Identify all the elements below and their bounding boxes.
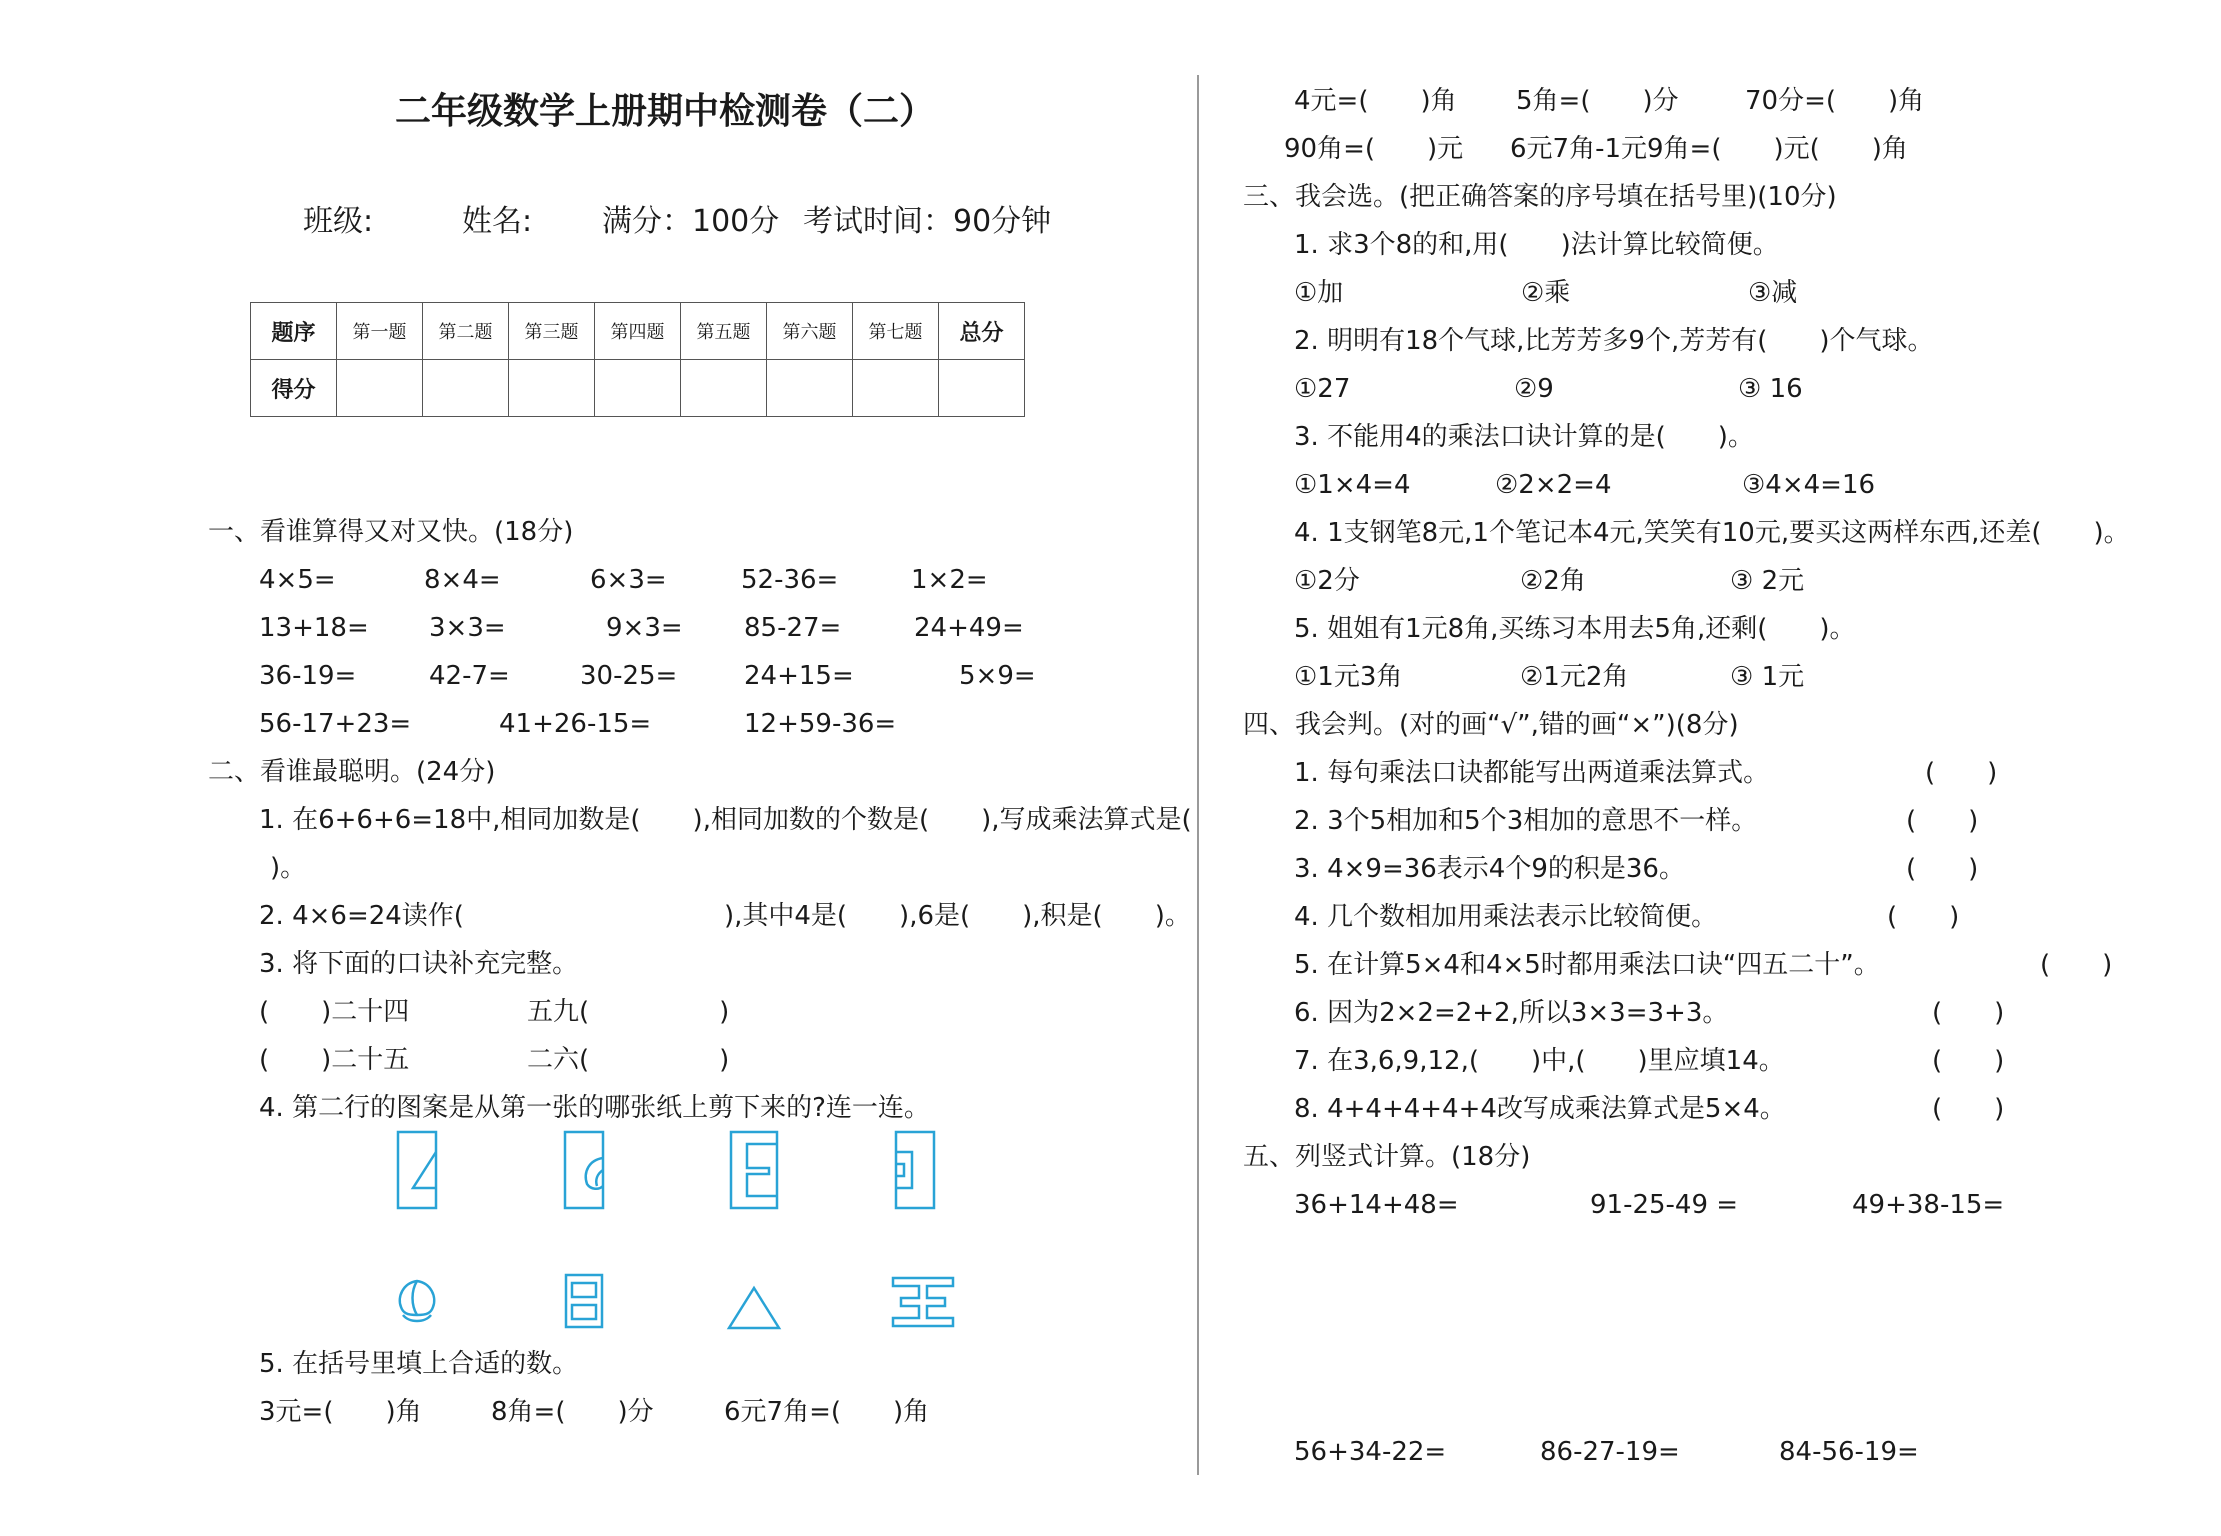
score-cell: 第七题 — [853, 303, 939, 360]
score-input-cell[interactable] — [509, 360, 595, 417]
rhyme-blank: ( )二十五 — [259, 1045, 410, 1075]
calc-item: 42-7= — [429, 661, 510, 691]
calc-item: 6×3= — [590, 565, 667, 595]
question-text: 1. 求3个8的和,用( )法计算比较简便。 — [1294, 230, 1779, 260]
option-item[interactable]: ③4×4=16 — [1742, 470, 1876, 500]
rhyme-blank: 二六( ) — [527, 1045, 730, 1075]
column-divider — [1197, 75, 1199, 1475]
question-text: 3. 将下面的口诀补充完整。 — [259, 949, 579, 979]
option-item[interactable]: ③减 — [1748, 278, 1798, 308]
option-item[interactable]: ②乘 — [1521, 278, 1571, 308]
question-text: 5. 在括号里填上合适的数。 — [259, 1349, 579, 1379]
judge-item: 5. 在计算5×4和4×5时都用乘法口诀“四五二十”。 — [1294, 950, 1880, 980]
judge-paren[interactable]: ( ) — [2040, 950, 2113, 980]
score-table — [250, 302, 1025, 417]
score-cell: 第六题 — [767, 303, 853, 360]
judge-item: 2. 3个5相加和5个3相加的意思不一样。 — [1294, 806, 1758, 836]
score-cell: 第五题 — [681, 303, 767, 360]
calc-item: 41+26-15= — [499, 709, 652, 739]
score-cell: 得分 — [251, 360, 337, 417]
fill-item: 5角=( )分 — [1516, 86, 1679, 116]
score-input-cell[interactable] — [423, 360, 509, 417]
score-table-header-row — [251, 303, 1025, 360]
section1-heading: 一、看谁算得又对又快。(18分) — [208, 517, 574, 547]
rhyme-blank: 五九( ) — [527, 997, 730, 1027]
strip-triangle-cut-icon[interactable] — [396, 1130, 438, 1210]
vertical-calc-item: 86-27-19= — [1540, 1437, 1680, 1467]
score-input-cell[interactable] — [853, 360, 939, 417]
strip-bracket-cut-icon[interactable] — [894, 1130, 936, 1210]
judge-paren[interactable]: ( ) — [1932, 998, 2005, 1028]
rect-shape-icon[interactable] — [564, 1273, 604, 1329]
question-text: 5. 姐姐有1元8角,买练习本用去5角,还剩( )。 — [1294, 614, 1856, 644]
section4-heading: 四、我会判。(对的画“√”,错的画“×”)(8分) — [1243, 710, 1739, 740]
judge-paren[interactable]: ( ) — [1925, 758, 1998, 788]
option-item[interactable]: ①1元3角 — [1294, 662, 1403, 692]
calc-item: 3×3= — [429, 613, 506, 643]
fill-item: 6元7角=( )角 — [724, 1397, 930, 1427]
vertical-calc-item: 56+34-22= — [1294, 1437, 1447, 1467]
calc-item: 1×2= — [911, 565, 988, 595]
judge-paren[interactable]: ( ) — [1932, 1046, 2005, 1076]
page-title: 二年级数学上册期中检测卷（二） — [395, 91, 936, 132]
score-input-cell[interactable] — [767, 360, 853, 417]
option-item[interactable]: ①1×4=4 — [1294, 470, 1411, 500]
rhyme-blank: ( )二十四 — [259, 997, 410, 1027]
calc-item: 8×4= — [424, 565, 501, 595]
question-text: 3. 不能用4的乘法口诀计算的是( )。 — [1294, 422, 1754, 452]
score-cell: 第三题 — [509, 303, 595, 360]
class-label: 班级: — [303, 204, 374, 239]
calc-item: 30-25= — [580, 661, 678, 691]
question-text: 2. 明明有18个气球,比芳芳多9个,芳芳有( )个气球。 — [1294, 326, 1934, 356]
score-input-cell[interactable] — [595, 360, 681, 417]
judge-paren[interactable]: ( ) — [1906, 806, 1979, 836]
judge-item: 3. 4×9=36表示4个9的积是36。 — [1294, 854, 1685, 884]
judge-paren[interactable]: ( ) — [1906, 854, 1979, 884]
name-label: 姓名: — [462, 204, 533, 239]
score-table-score-row — [251, 360, 1025, 417]
score-cell: 第二题 — [423, 303, 509, 360]
question-text: 4. 1支钢笔8元,1个笔记本4元,笑笑有10元,要买这两样东西,还差( )。 — [1294, 518, 2130, 548]
fill-item: 4元=( )角 — [1294, 86, 1457, 116]
score-cell: 第四题 — [595, 303, 681, 360]
calc-item: 24+15= — [744, 661, 854, 691]
judge-item: 4. 几个数相加用乘法表示比较简便。 — [1294, 902, 1718, 932]
calc-item: 24+49= — [914, 613, 1024, 643]
judge-paren[interactable]: ( ) — [1932, 1094, 2005, 1124]
judge-paren[interactable]: ( ) — [1887, 902, 1960, 932]
calc-item: 5×9= — [959, 661, 1036, 691]
option-item[interactable]: ②9 — [1514, 374, 1554, 404]
vertical-calc-item: 84-56-19= — [1779, 1437, 1919, 1467]
option-item[interactable]: ③ 2元 — [1730, 566, 1805, 596]
option-item[interactable]: ①2分 — [1294, 566, 1360, 596]
score-cell: 第一题 — [337, 303, 423, 360]
question-text: 2. 4×6=24读作( ),其中4是( ),6是( ),积是( )。 — [259, 901, 1191, 931]
score-input-cell[interactable] — [681, 360, 767, 417]
calc-item: 52-36= — [741, 565, 839, 595]
option-item[interactable]: ①加 — [1294, 278, 1344, 308]
wang-shape-icon[interactable] — [891, 1274, 955, 1330]
triangle-shape-icon[interactable] — [726, 1285, 782, 1331]
vertical-calc-item: 91-25-49 = — [1590, 1190, 1739, 1220]
vertical-calc-item: 36+14+48= — [1294, 1190, 1459, 1220]
section3-heading: 三、我会选。(把正确答案的序号填在括号里)(10分) — [1243, 182, 1837, 212]
score-input-cell[interactable] — [939, 360, 1025, 417]
section2-heading: 二、看谁最聪明。(24分) — [208, 757, 496, 787]
option-item[interactable]: ②2×2=4 — [1495, 470, 1612, 500]
question-text: 4. 第二行的图案是从第一张的哪张纸上剪下来的?连一连。 — [259, 1093, 930, 1123]
fill-item: 90角=( )元 — [1284, 134, 1464, 164]
section5-heading: 五、列竖式计算。(18分) — [1243, 1142, 1531, 1172]
question-text: )。 — [270, 853, 307, 883]
calc-item: 85-27= — [744, 613, 842, 643]
judge-item: 1. 每句乘法口诀都能写出两道乘法算式。 — [1294, 758, 1770, 788]
vertical-calc-item: 49+38-15= — [1852, 1190, 2005, 1220]
question-text: 1. 在6+6+6=18中,相同加数是( ),相同加数的个数是( ),写成乘法算式是( — [259, 805, 1192, 835]
full-score-label: 满分：100分 — [602, 204, 780, 239]
calc-item: 36-19= — [259, 661, 357, 691]
judge-item: 6. 因为2×2=2+2,所以3×3=3+3。 — [1294, 998, 1729, 1028]
fill-item: 70分=( )角 — [1745, 86, 1925, 116]
score-cell: 题序 — [251, 303, 337, 360]
option-item[interactable]: ②2角 — [1520, 566, 1586, 596]
calc-item: 4×5= — [259, 565, 336, 595]
option-item[interactable]: ③ 16 — [1738, 374, 1803, 404]
strip-leaf-cut-icon[interactable] — [563, 1130, 605, 1210]
calc-item: 9×3= — [606, 613, 683, 643]
option-item[interactable]: ③ 1元 — [1730, 662, 1805, 692]
calc-item: 13+18= — [259, 613, 369, 643]
judge-item: 8. 4+4+4+4+4改写成乘法算式是5×4。 — [1294, 1094, 1786, 1124]
calc-item: 12+59-36= — [744, 709, 897, 739]
score-cell: 总分 — [939, 303, 1025, 360]
peach-shape-icon[interactable] — [393, 1275, 441, 1325]
score-input-cell[interactable] — [337, 360, 423, 417]
calc-item: 56-17+23= — [259, 709, 412, 739]
fill-item: 6元7角-1元9角=( )元( )角 — [1510, 134, 1908, 164]
judge-item: 7. 在3,6,9,12,( )中,( )里应填14。 — [1294, 1046, 1785, 1076]
exam-time-label: 考试时间：90分钟 — [803, 204, 1052, 239]
fill-item: 3元=( )角 — [259, 1397, 422, 1427]
strip-e-cut-icon[interactable] — [729, 1130, 779, 1210]
option-item[interactable]: ②1元2角 — [1520, 662, 1629, 692]
fill-item: 8角=( )分 — [491, 1397, 654, 1427]
option-item[interactable]: ①27 — [1294, 374, 1351, 404]
